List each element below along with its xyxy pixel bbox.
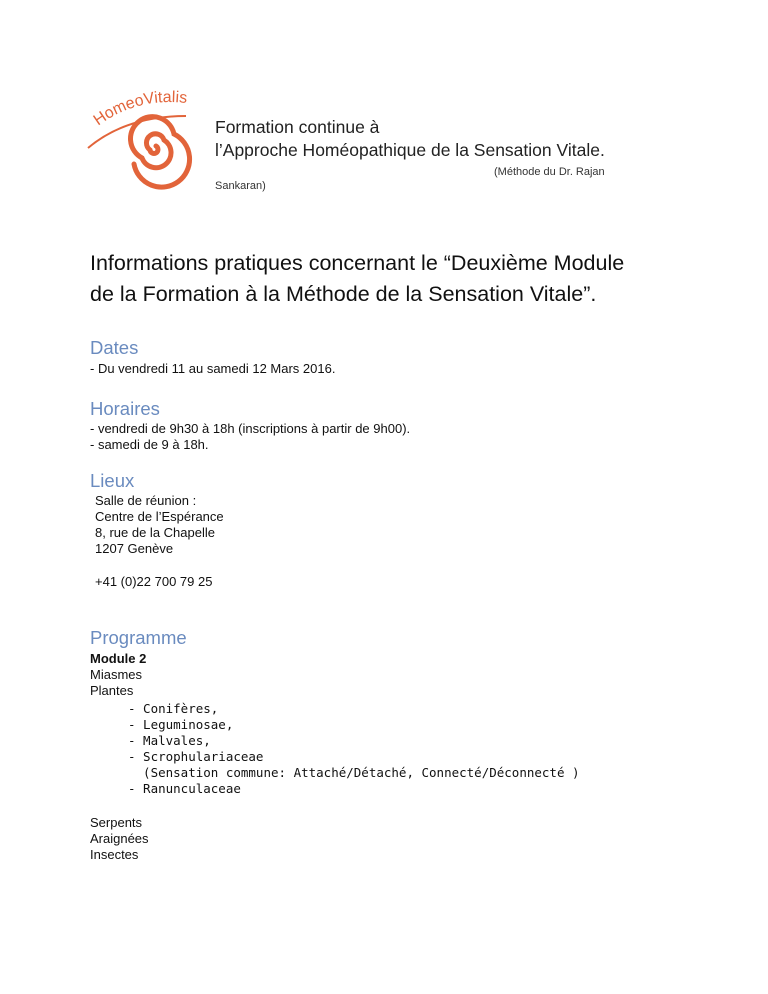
plant-family-item: - Leguminosae, bbox=[128, 717, 234, 732]
section-heading-dates: Dates bbox=[90, 337, 139, 358]
logo-brand-text: HomeoVitalis bbox=[90, 88, 188, 130]
phone-number: +41 (0)22 700 79 25 bbox=[95, 574, 213, 589]
programme-module: Module 2 bbox=[90, 651, 147, 666]
plant-family-item: - Scrophulariaceae bbox=[128, 749, 264, 764]
section-heading-lieux: Lieux bbox=[90, 470, 135, 491]
programme-animal: Araignées bbox=[90, 831, 149, 846]
header-credit-part-1: (Méthode du Dr. Rajan bbox=[494, 166, 605, 178]
programme-animal: Serpents bbox=[90, 815, 143, 830]
title-line-1: Informations pratiques concernant le “Deuxième Module bbox=[90, 251, 625, 275]
horaires-line: - samedi de 9 à 18h. bbox=[90, 437, 209, 452]
address-line: Salle de réunion : bbox=[95, 493, 197, 508]
horaires-line: - vendredi de 9h30 à 18h (inscriptions à partir de 9h00). bbox=[90, 421, 411, 436]
plant-family-item: - Conifères, bbox=[128, 701, 219, 716]
header-line-1: Formation continue à bbox=[215, 117, 380, 137]
section-heading-horaires: Horaires bbox=[90, 398, 160, 419]
document-title bbox=[90, 248, 700, 310]
address-line: Centre de l’Espérance bbox=[95, 509, 224, 524]
dates-text: - Du vendredi 11 au samedi 12 Mars 2016. bbox=[90, 361, 336, 376]
programme-plantes: Plantes bbox=[90, 683, 134, 698]
logo-spiral bbox=[131, 117, 190, 187]
plant-family-item: - Ranunculaceae bbox=[128, 781, 241, 796]
section-heading-programme: Programme bbox=[90, 627, 187, 648]
plant-family-item: - Malvales, bbox=[128, 733, 211, 748]
plant-family-note: (Sensation commune: Attaché/Détaché, Connecté/Déconnecté ) bbox=[128, 765, 580, 780]
address-line: 8, rue de la Chapelle bbox=[95, 525, 215, 540]
address-line: 1207 Genève bbox=[95, 541, 174, 556]
header-credit-part-2: Sankaran) bbox=[215, 180, 266, 192]
header-line-2: l’Approche Homéopathique de la Sensation Vitale. bbox=[215, 140, 605, 160]
title-line-2: de la Formation à la Méthode de la Sensation Vitale”. bbox=[90, 282, 597, 306]
programme-animal: Insectes bbox=[90, 847, 139, 862]
homeovitalis-logo bbox=[86, 86, 214, 196]
programme-miasmes: Miasmes bbox=[90, 667, 143, 682]
